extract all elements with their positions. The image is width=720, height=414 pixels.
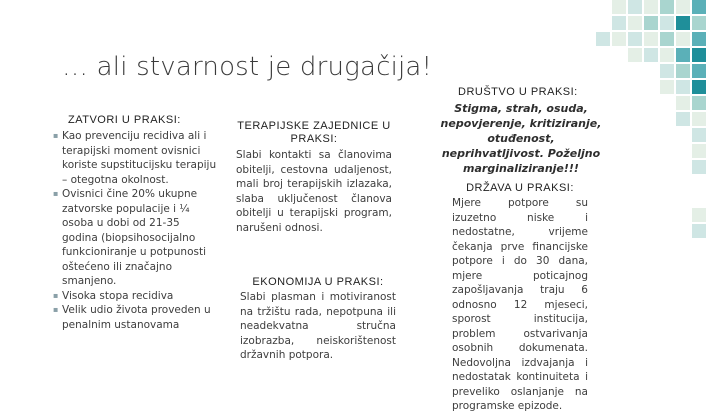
economy-text: Slabi plasman i motiviranost na tržištu rada, nepotpuna ili neadekvatna stručna izobrazba, neiskorištenost državnih potpora. bbox=[240, 291, 396, 361]
decorative-tile bbox=[660, 16, 674, 30]
decorative-tile bbox=[676, 32, 690, 46]
prisons-section bbox=[58, 114, 218, 332]
decorative-tile bbox=[612, 32, 626, 46]
therapeutic-communities-section bbox=[236, 120, 392, 235]
decorative-tile bbox=[692, 160, 706, 174]
list-item: ▪ Velik udio života proveden u penalnim ustanovama bbox=[62, 303, 218, 332]
decorative-tile bbox=[628, 0, 642, 14]
state-section bbox=[452, 182, 588, 414]
society-text: Stigma, strah, osuda, nepovjerenje, kritiziranje, otuđenost, neprihvatljivost. Poželjno marginaliziranje!!! bbox=[440, 102, 602, 175]
list-item: ▪ Visoka stopa recidiva bbox=[62, 289, 218, 304]
decorative-tile bbox=[692, 80, 706, 94]
decorative-tile bbox=[660, 0, 674, 14]
decorative-tile bbox=[628, 48, 642, 62]
state-text: Mjere potpore su izuzetno niske i nedostatne, vrijeme čekanja prve financijske potpore i do 30 dana, mjere poticajnog zapošljavanja traju 6 odnosno 12 mjeseci, sporost institucija, problem ostvarivanja osobnih dokumenata. Nedovoljna izdvajanja i nedostatak kontinuiteta i preveliko oslanjanje na programske epizode. bbox=[452, 197, 588, 412]
decorative-tile bbox=[692, 112, 706, 126]
decorative-tile bbox=[692, 224, 706, 238]
decorative-tile bbox=[676, 0, 690, 14]
decorative-tile bbox=[692, 144, 706, 158]
decorative-tile bbox=[676, 64, 690, 78]
decorative-tile bbox=[676, 112, 690, 126]
decorative-tile bbox=[692, 48, 706, 62]
decorative-tile bbox=[644, 16, 658, 30]
decorative-tile bbox=[612, 16, 626, 30]
decorative-tile bbox=[676, 48, 690, 62]
economy-heading: EKONOMIJA U PRAKSI: bbox=[252, 276, 384, 288]
society-heading: DRUŠTVO U PRAKSI: bbox=[458, 86, 578, 98]
decorative-tile bbox=[660, 80, 674, 94]
decorative-tile bbox=[676, 16, 690, 30]
decorative-tile bbox=[692, 0, 706, 14]
decorative-tile bbox=[612, 0, 626, 14]
state-heading: DRŽAVA U PRAKSI: bbox=[466, 182, 574, 194]
prisons-heading: ZATVORI U PRAKSI: bbox=[68, 114, 181, 126]
decorative-tile bbox=[692, 96, 706, 110]
therapeutic-communities-heading: TERAPIJSKE ZAJEDNICE U PRAKSI: bbox=[237, 120, 391, 145]
society-section bbox=[440, 86, 602, 176]
decorative-tile bbox=[644, 0, 658, 14]
slide-title: … ali stvarnost je drugačija! bbox=[62, 52, 433, 82]
decorative-tile bbox=[692, 64, 706, 78]
economy-section bbox=[240, 276, 396, 363]
decorative-tile bbox=[660, 64, 674, 78]
list-item: ▪ Kao prevenciju recidiva ali i terapijski moment ovisnici koriste supstitucijsku terapiju – otegotna okolnost. bbox=[62, 129, 218, 187]
decorative-tile bbox=[692, 208, 706, 222]
decorative-tile bbox=[692, 16, 706, 30]
prisons-bullet-list bbox=[58, 129, 218, 332]
decorative-tile bbox=[644, 48, 658, 62]
list-item: ▪ Ovisnici čine 20% ukupne zatvorske populacije i ¼ osoba u dobi od 21-35 godina (biopsihosocijalno funkcioniranje u potpunosti oštećeno ili značajno smanjeno. bbox=[62, 187, 218, 289]
decorative-tile bbox=[692, 128, 706, 142]
decorative-tile bbox=[660, 48, 674, 62]
decorative-tile bbox=[628, 16, 642, 30]
decorative-tile bbox=[644, 32, 658, 46]
decorative-tile bbox=[676, 96, 690, 110]
decorative-tile bbox=[676, 80, 690, 94]
decorative-tile bbox=[660, 32, 674, 46]
decorative-tile bbox=[596, 32, 610, 46]
decorative-tile bbox=[628, 32, 642, 46]
therapeutic-communities-text: Slabi kontakti sa članovima obitelji, cestovna udaljenost, mali broj terapijskih izlazaka, slaba uključenost članova obitelji u terapijski program, narušeni odnosi. bbox=[236, 149, 392, 234]
decorative-tile bbox=[692, 32, 706, 46]
